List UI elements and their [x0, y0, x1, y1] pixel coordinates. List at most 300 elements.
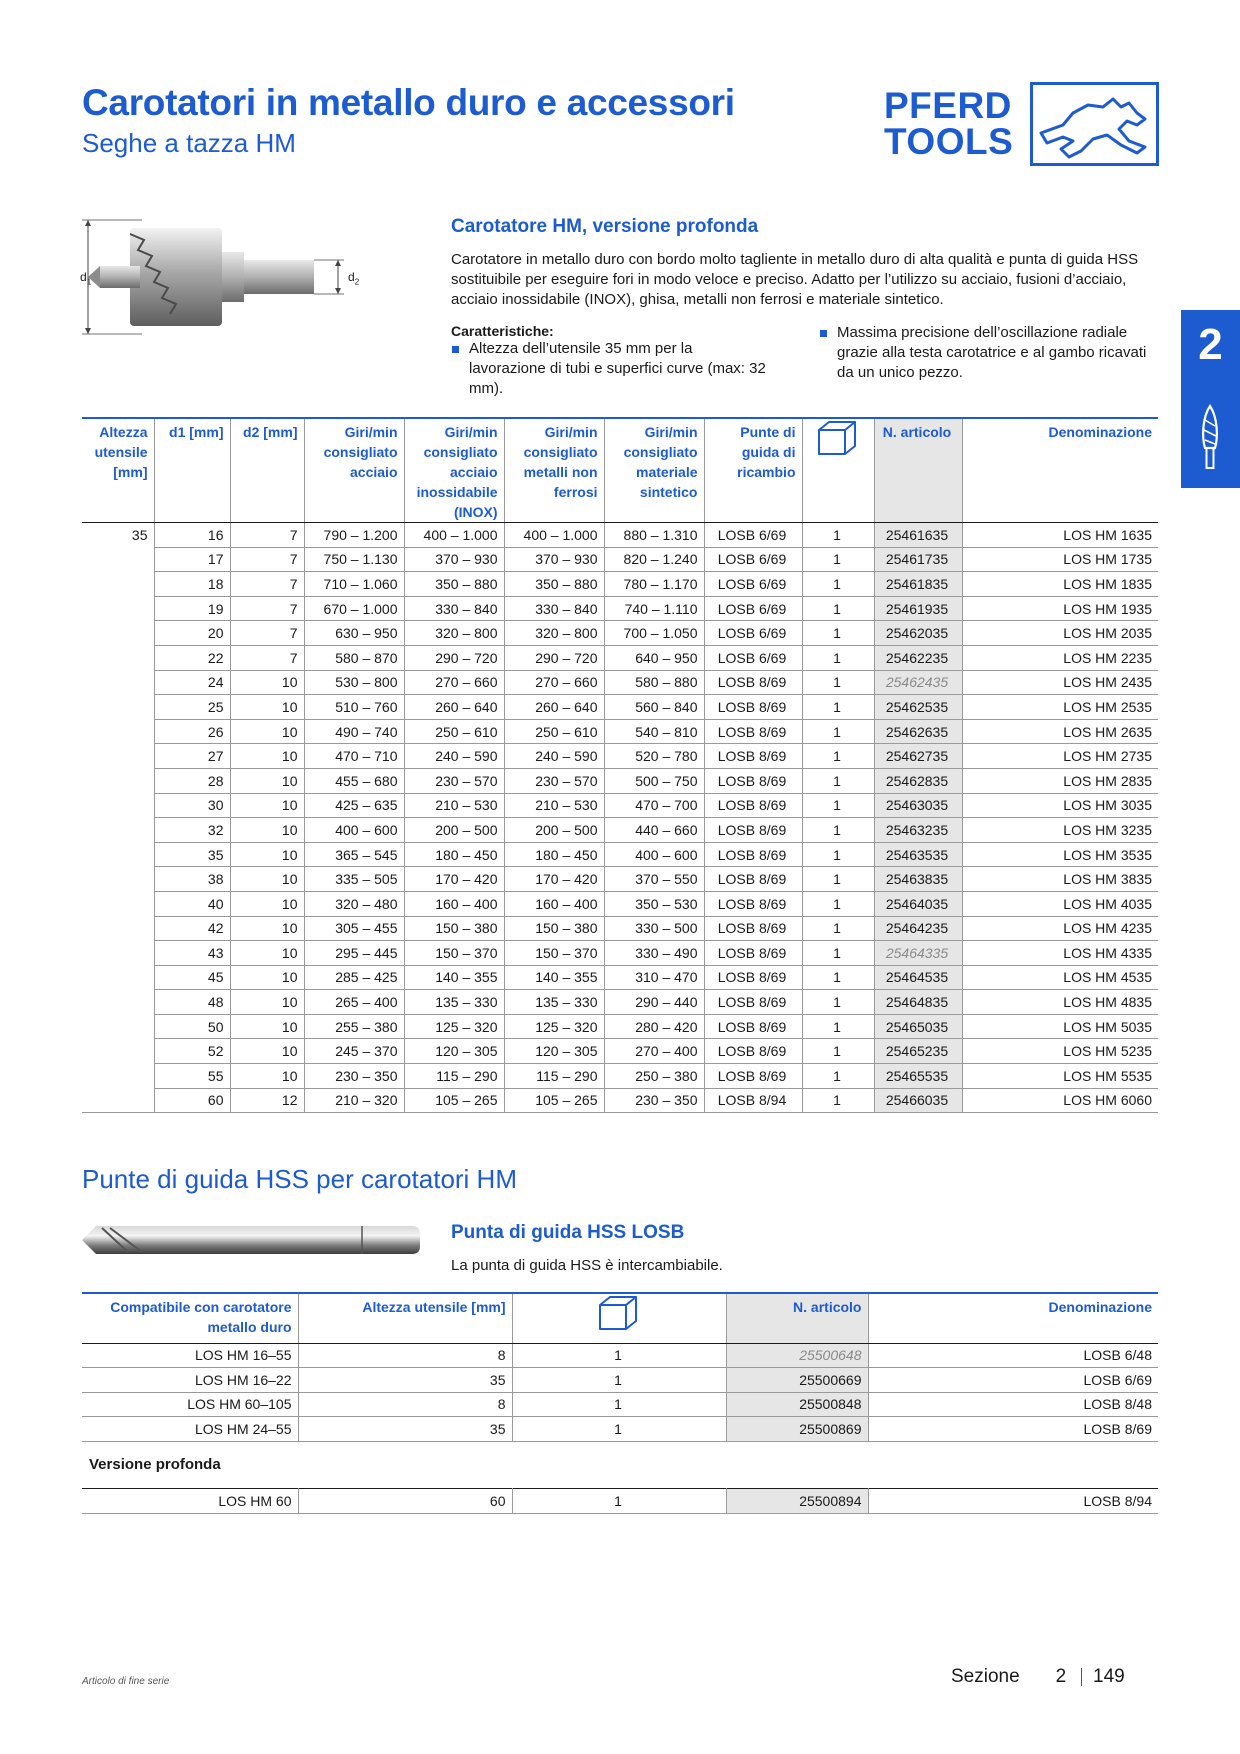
- table-cell: 105 – 265: [504, 1088, 604, 1113]
- table-cell: LOSB 8/69: [704, 941, 802, 966]
- table-cell: 250 – 380: [604, 1064, 704, 1089]
- table-cell: 305 – 455: [304, 916, 404, 941]
- table-cell: 32: [154, 818, 230, 843]
- table-cell: LOS HM 3035: [962, 793, 1158, 818]
- page-subtitle: Seghe a tazza HM: [82, 128, 296, 158]
- table-cell: 1: [802, 1064, 874, 1089]
- table-row: [82, 1343, 1158, 1368]
- table-cell: 1: [802, 867, 874, 892]
- table-cell: 150 – 380: [404, 916, 504, 941]
- table-cell: 50: [154, 1014, 230, 1039]
- table-cell: [82, 1014, 154, 1039]
- table-cell: 200 – 500: [504, 818, 604, 843]
- col-header-compatible: Compatibile con carotatore metallo duro: [82, 1293, 298, 1343]
- table-cell: LOS HM 4035: [962, 891, 1158, 916]
- table-cell: 140 – 355: [404, 965, 504, 990]
- table-cell: 290 – 720: [404, 645, 504, 670]
- table-row: [82, 990, 1158, 1015]
- table-cell: LOS HM 16–22: [82, 1368, 298, 1393]
- table-cell: 25464035: [874, 891, 962, 916]
- table-row: [82, 1489, 1158, 1514]
- table-cell: 25463535: [874, 842, 962, 867]
- table-cell: 25500669: [726, 1368, 868, 1393]
- table-cell: 24: [154, 670, 230, 695]
- table-cell: 25463035: [874, 793, 962, 818]
- table-cell: 260 – 640: [404, 695, 504, 720]
- table-cell: 10: [230, 695, 304, 720]
- table-cell: 290 – 720: [504, 645, 604, 670]
- table-cell: LOS HM 4235: [962, 916, 1158, 941]
- table-cell: LOS HM 2435: [962, 670, 1158, 695]
- dim-d2-label: $d_2$: [348, 270, 360, 287]
- table-cell: 25464535: [874, 965, 962, 990]
- table-row: [82, 523, 1158, 548]
- table-cell: 1: [512, 1417, 726, 1442]
- table-cell: 135 – 330: [504, 990, 604, 1015]
- table-cell: 10: [230, 670, 304, 695]
- table-cell: 25465235: [874, 1039, 962, 1064]
- table-cell: 290 – 440: [604, 990, 704, 1015]
- table-cell: 25464235: [874, 916, 962, 941]
- page-number: 149: [1093, 1666, 1125, 1687]
- product-table-body: [82, 523, 1158, 1113]
- table-cell: 1: [802, 645, 874, 670]
- table-cell: 1: [802, 793, 874, 818]
- table-cell: 320 – 800: [404, 621, 504, 646]
- table-cell: 115 – 290: [404, 1064, 504, 1089]
- table-cell: LOSB 8/69: [704, 1014, 802, 1039]
- col-header-pack: [802, 418, 874, 523]
- table-cell: 43: [154, 941, 230, 966]
- table-cell: 1: [802, 596, 874, 621]
- table-cell: 25461835: [874, 572, 962, 597]
- table-cell: 400 – 1.000: [504, 523, 604, 548]
- product-description-2: La punta di guida HSS è intercambiabile.: [451, 1257, 723, 1274]
- table-cell: LOS HM 1835: [962, 572, 1158, 597]
- table-cell: 45: [154, 965, 230, 990]
- col-header-pack-2: [512, 1293, 726, 1343]
- pilot-table: [82, 1292, 1158, 1442]
- table-row: [82, 916, 1158, 941]
- table-cell: LOSB 8/69: [704, 793, 802, 818]
- table-cell: 710 – 1.060: [304, 572, 404, 597]
- table-cell: 310 – 470: [604, 965, 704, 990]
- table-cell: 25500848: [726, 1392, 868, 1417]
- table-cell: 25462635: [874, 719, 962, 744]
- table-cell: 38: [154, 867, 230, 892]
- footer-separator: [1081, 1668, 1082, 1686]
- table-cell: LOSB 6/69: [704, 645, 802, 670]
- table-cell: 8: [298, 1343, 512, 1368]
- table-cell: 780 – 1.170: [604, 572, 704, 597]
- table-cell: [82, 867, 154, 892]
- table-row: [82, 645, 1158, 670]
- core-drill-image: [82, 216, 392, 338]
- table-cell: 330 – 840: [504, 596, 604, 621]
- table-cell: 350 – 880: [404, 572, 504, 597]
- table-cell: 740 – 1.110: [604, 596, 704, 621]
- table-cell: LOSB 8/69: [868, 1417, 1158, 1442]
- table-cell: 370 – 930: [504, 547, 604, 572]
- col-header-rpm-plastic: Giri/min consigliato materiale sintetico: [604, 418, 704, 523]
- table-cell: 370 – 930: [404, 547, 504, 572]
- table-cell: LOS HM 2235: [962, 645, 1158, 670]
- table-cell: 25462435: [874, 670, 962, 695]
- col-header-article-2: N. articolo: [726, 1293, 868, 1343]
- page-title: Carotatori in metallo duro e accessori: [82, 82, 735, 123]
- table-row: [82, 670, 1158, 695]
- table-cell: 270 – 660: [504, 670, 604, 695]
- table-cell: LOS HM 1735: [962, 547, 1158, 572]
- section2-title: Punte di guida HSS per carotatori HM: [82, 1164, 517, 1194]
- table-cell: 1: [802, 621, 874, 646]
- table-cell: 170 – 420: [504, 867, 604, 892]
- table-cell: 35: [154, 842, 230, 867]
- table-cell: 20: [154, 621, 230, 646]
- table-row: [82, 768, 1158, 793]
- table-cell: 490 – 740: [304, 719, 404, 744]
- table-cell: 26: [154, 719, 230, 744]
- table-cell: 7: [230, 523, 304, 548]
- table-cell: 580 – 880: [604, 670, 704, 695]
- table-cell: 1: [802, 1039, 874, 1064]
- table-cell: LOSB 8/69: [704, 744, 802, 769]
- table-cell: 25462235: [874, 645, 962, 670]
- pilot-table-body: [82, 1343, 1158, 1441]
- table-cell: 790 – 1.200: [304, 523, 404, 548]
- table-cell: 330 – 500: [604, 916, 704, 941]
- table-cell: 25465035: [874, 1014, 962, 1039]
- table-cell: 255 – 380: [304, 1014, 404, 1039]
- table-row: [82, 719, 1158, 744]
- table-cell: 7: [230, 547, 304, 572]
- table-cell: [82, 695, 154, 720]
- table-cell: 530 – 800: [304, 670, 404, 695]
- table-cell: 1: [512, 1489, 726, 1514]
- table-cell: [82, 547, 154, 572]
- table-cell: 230 – 570: [404, 768, 504, 793]
- table-cell: 10: [230, 793, 304, 818]
- table-cell: 10: [230, 990, 304, 1015]
- col-header-designation: Denominazione: [962, 418, 1158, 523]
- table-cell: LOSB 8/69: [704, 1039, 802, 1064]
- table-cell: 105 – 265: [404, 1088, 504, 1113]
- table-cell: 280 – 420: [604, 1014, 704, 1039]
- table-cell: 160 – 400: [504, 891, 604, 916]
- table-cell: 25463235: [874, 818, 962, 843]
- table-cell: 230 – 350: [304, 1064, 404, 1089]
- table-cell: LOSB 6/48: [868, 1343, 1158, 1368]
- table-cell: 700 – 1.050: [604, 621, 704, 646]
- table-row: [82, 547, 1158, 572]
- table-row: [82, 1417, 1158, 1442]
- table-cell: 7: [230, 596, 304, 621]
- table-cell: LOS HM 60: [82, 1489, 298, 1514]
- footer-section-label: Sezione 2: [951, 1666, 1067, 1687]
- table-cell: 10: [230, 818, 304, 843]
- table-cell: [82, 744, 154, 769]
- table-cell: LOSB 6/69: [704, 596, 802, 621]
- table-cell: 540 – 810: [604, 719, 704, 744]
- table-cell: 630 – 950: [304, 621, 404, 646]
- table-cell: LOS HM 5035: [962, 1014, 1158, 1039]
- table-cell: 1: [512, 1368, 726, 1393]
- table-cell: 25461935: [874, 596, 962, 621]
- table-cell: 10: [230, 965, 304, 990]
- col-header-height: Altezza utensile [mm]: [82, 418, 154, 523]
- table-cell: 17: [154, 547, 230, 572]
- table-cell: 52: [154, 1039, 230, 1064]
- table-cell: 10: [230, 941, 304, 966]
- table-cell: [82, 1039, 154, 1064]
- table-row: [82, 965, 1158, 990]
- table-cell: 7: [230, 645, 304, 670]
- table-cell: 135 – 330: [404, 990, 504, 1015]
- col-header-rpm-inox: Giri/min consigliato acciaio inossidabile (INOX): [404, 418, 504, 523]
- table-cell: 1: [802, 670, 874, 695]
- table-cell: 27: [154, 744, 230, 769]
- table-row: [82, 572, 1158, 597]
- table-cell: LOSB 8/69: [704, 842, 802, 867]
- table-cell: LOSB 6/69: [704, 621, 802, 646]
- section-tab[interactable]: [1181, 310, 1240, 488]
- feature-item: Massima precisione dell’oscillazione radiale grazie alla testa carotatrice e al gambo ricavati da un unico pezzo.: [819, 323, 1159, 383]
- logo-text-2: TOOLS: [884, 121, 1014, 162]
- cone-burr-icon: [1198, 404, 1222, 470]
- brand-logo: [884, 82, 1159, 166]
- table-cell: 1: [802, 965, 874, 990]
- table-cell: LOSB 6/69: [868, 1368, 1158, 1393]
- table-cell: LOS HM 60–105: [82, 1392, 298, 1417]
- table-cell: LOSB 8/69: [704, 670, 802, 695]
- table-cell: LOS HM 5535: [962, 1064, 1158, 1089]
- table-cell: 10: [230, 867, 304, 892]
- logo-text-1: PFERD: [884, 85, 1012, 126]
- table-cell: [82, 916, 154, 941]
- col-header-article: N. articolo: [874, 418, 962, 523]
- col-header-tool-height: Altezza utensile [mm]: [298, 1293, 512, 1343]
- table-row: [82, 695, 1158, 720]
- feature-item: Altezza dell’utensile 35 mm per la lavorazione di tubi e superfici curve (max: 32 mm).: [451, 339, 771, 399]
- table-cell: 150 – 370: [404, 941, 504, 966]
- table-cell: 25465535: [874, 1064, 962, 1089]
- table-cell: 120 – 305: [404, 1039, 504, 1064]
- table-cell: LOS HM 2635: [962, 719, 1158, 744]
- table-cell: 285 – 425: [304, 965, 404, 990]
- table-cell: 350 – 880: [504, 572, 604, 597]
- table-cell: 28: [154, 768, 230, 793]
- table-cell: 48: [154, 990, 230, 1015]
- features-label: Caratteristiche:: [451, 323, 554, 339]
- table-cell: 120 – 305: [504, 1039, 604, 1064]
- table-cell: 140 – 355: [504, 965, 604, 990]
- table-cell: 180 – 450: [504, 842, 604, 867]
- table-cell: 7: [230, 572, 304, 597]
- table-cell: 370 – 550: [604, 867, 704, 892]
- table-cell: [82, 621, 154, 646]
- table-cell: [82, 719, 154, 744]
- table-cell: 210 – 530: [404, 793, 504, 818]
- pilot-table-deep-body: [82, 1489, 1158, 1514]
- table-cell: 19: [154, 596, 230, 621]
- table-cell: 320 – 800: [504, 621, 604, 646]
- table-cell: 25461635: [874, 523, 962, 548]
- table-cell: 22: [154, 645, 230, 670]
- table-cell: 12: [230, 1088, 304, 1113]
- table-cell: 150 – 380: [504, 916, 604, 941]
- table-cell: 1: [802, 572, 874, 597]
- table-cell: 25466035: [874, 1088, 962, 1113]
- table-cell: LOSB 6/69: [704, 572, 802, 597]
- table-cell: 10: [230, 768, 304, 793]
- table-cell: LOS HM 6060: [962, 1088, 1158, 1113]
- table-cell: LOS HM 3835: [962, 867, 1158, 892]
- table-cell: 455 – 680: [304, 768, 404, 793]
- table-cell: LOSB 8/94: [868, 1489, 1158, 1514]
- table-cell: LOSB 8/69: [704, 818, 802, 843]
- table-row: [82, 818, 1158, 843]
- table-cell: 25462835: [874, 768, 962, 793]
- col-header-d1: d1 [mm]: [154, 418, 230, 523]
- table-cell: 1: [802, 523, 874, 548]
- table-cell: 1: [802, 1014, 874, 1039]
- table-cell: 820 – 1.240: [604, 547, 704, 572]
- table-cell: 1: [802, 547, 874, 572]
- table-cell: 10: [230, 891, 304, 916]
- table-cell: 10: [230, 744, 304, 769]
- table-row: [82, 941, 1158, 966]
- table-cell: 1: [512, 1392, 726, 1417]
- table-cell: LOS HM 2535: [962, 695, 1158, 720]
- table-cell: LOS HM 1935: [962, 596, 1158, 621]
- table-cell: 10: [230, 842, 304, 867]
- col-header-d2: d2 [mm]: [230, 418, 304, 523]
- dim-d1-label: $d_1$: [80, 270, 92, 287]
- table-cell: [82, 1064, 154, 1089]
- table-cell: LOS HM 1635: [962, 523, 1158, 548]
- table-cell: 520 – 780: [604, 744, 704, 769]
- table-cell: 25464335: [874, 941, 962, 966]
- table-cell: 295 – 445: [304, 941, 404, 966]
- table-cell: LOSB 8/48: [868, 1392, 1158, 1417]
- table-cell: 42: [154, 916, 230, 941]
- table-cell: 55: [154, 1064, 230, 1089]
- table-cell: 500 – 750: [604, 768, 704, 793]
- table-cell: 1: [802, 719, 874, 744]
- table-cell: 125 – 320: [404, 1014, 504, 1039]
- table-cell: LOS HM 2035: [962, 621, 1158, 646]
- table-cell: 7: [230, 621, 304, 646]
- table-cell: LOSB 8/69: [704, 867, 802, 892]
- table-cell: LOSB 8/69: [704, 695, 802, 720]
- table-cell: 1: [802, 941, 874, 966]
- table-row: [82, 1039, 1158, 1064]
- table-cell: 115 – 290: [504, 1064, 604, 1089]
- table-cell: 400 – 600: [604, 842, 704, 867]
- pilot-drill-image: [82, 1220, 422, 1260]
- table-cell: [82, 818, 154, 843]
- table-cell: 25500894: [726, 1489, 868, 1514]
- table-cell: 35: [131, 527, 148, 544]
- table-cell: 25462535: [874, 695, 962, 720]
- table-cell: [82, 768, 154, 793]
- table-cell: LOS HM 2735: [962, 744, 1158, 769]
- table-cell: 60: [298, 1489, 512, 1514]
- col-header-rpm-nonferrous: Giri/min consigliato metalli non ferrosi: [504, 418, 604, 523]
- table-cell: 250 – 610: [404, 719, 504, 744]
- table-row: [82, 1392, 1158, 1417]
- table-cell: 35: [298, 1368, 512, 1393]
- table-cell: 640 – 950: [604, 645, 704, 670]
- table-cell: 400 – 1.000: [404, 523, 504, 548]
- table-cell: 335 – 505: [304, 867, 404, 892]
- col-header-spare-drill: Punte di guida di ricambio: [704, 418, 802, 523]
- product-table: [82, 417, 1158, 1113]
- table-cell: 240 – 590: [404, 744, 504, 769]
- table-cell: 265 – 400: [304, 990, 404, 1015]
- table-row: [82, 1368, 1158, 1393]
- table-cell: 1: [802, 818, 874, 843]
- table-cell: 670 – 1.000: [304, 596, 404, 621]
- table-cell: 8: [298, 1392, 512, 1417]
- table-cell: LOS HM 4535: [962, 965, 1158, 990]
- table-cell: 250 – 610: [504, 719, 604, 744]
- table-cell: 10: [230, 1014, 304, 1039]
- horse-logo-icon: [1030, 82, 1159, 166]
- table-cell: 25: [154, 695, 230, 720]
- table-cell: LOSB 8/69: [704, 965, 802, 990]
- table-cell: 25500648: [726, 1343, 868, 1368]
- pilot-table-deep: [82, 1488, 1158, 1514]
- product-heading: Carotatore HM, versione profonda: [451, 216, 759, 237]
- table-cell: LOS HM 4335: [962, 941, 1158, 966]
- table-cell: 25463835: [874, 867, 962, 892]
- table-cell: 10: [230, 1064, 304, 1089]
- table-cell: [82, 965, 154, 990]
- table-cell: 10: [230, 916, 304, 941]
- table-cell: 200 – 500: [404, 818, 504, 843]
- table-cell: 270 – 400: [604, 1039, 704, 1064]
- box-icon: [598, 1295, 638, 1331]
- table-cell: 320 – 480: [304, 891, 404, 916]
- table-cell: 150 – 370: [504, 941, 604, 966]
- table-cell: 180 – 450: [404, 842, 504, 867]
- table-cell: [82, 842, 154, 867]
- table-cell: [82, 941, 154, 966]
- table-cell: 30: [154, 793, 230, 818]
- table-cell: [82, 670, 154, 695]
- table-cell: 400 – 600: [304, 818, 404, 843]
- table-cell: LOS HM 24–55: [82, 1417, 298, 1442]
- table-cell: 440 – 660: [604, 818, 704, 843]
- table-cell: 40: [154, 891, 230, 916]
- table-cell: 425 – 635: [304, 793, 404, 818]
- table-row: [82, 793, 1158, 818]
- table-cell: LOS HM 16–55: [82, 1343, 298, 1368]
- table-row: [82, 1014, 1158, 1039]
- table-cell: 10: [230, 719, 304, 744]
- table-cell: LOSB 6/69: [704, 523, 802, 548]
- table-cell: 1: [802, 744, 874, 769]
- table-cell: [82, 572, 154, 597]
- table-cell: LOSB 8/69: [704, 891, 802, 916]
- table-cell: [82, 645, 154, 670]
- table-cell: LOS HM 2835: [962, 768, 1158, 793]
- table-cell: 1: [802, 891, 874, 916]
- table-cell: 210 – 320: [304, 1088, 404, 1113]
- table-cell: 160 – 400: [404, 891, 504, 916]
- table-cell: 1: [802, 695, 874, 720]
